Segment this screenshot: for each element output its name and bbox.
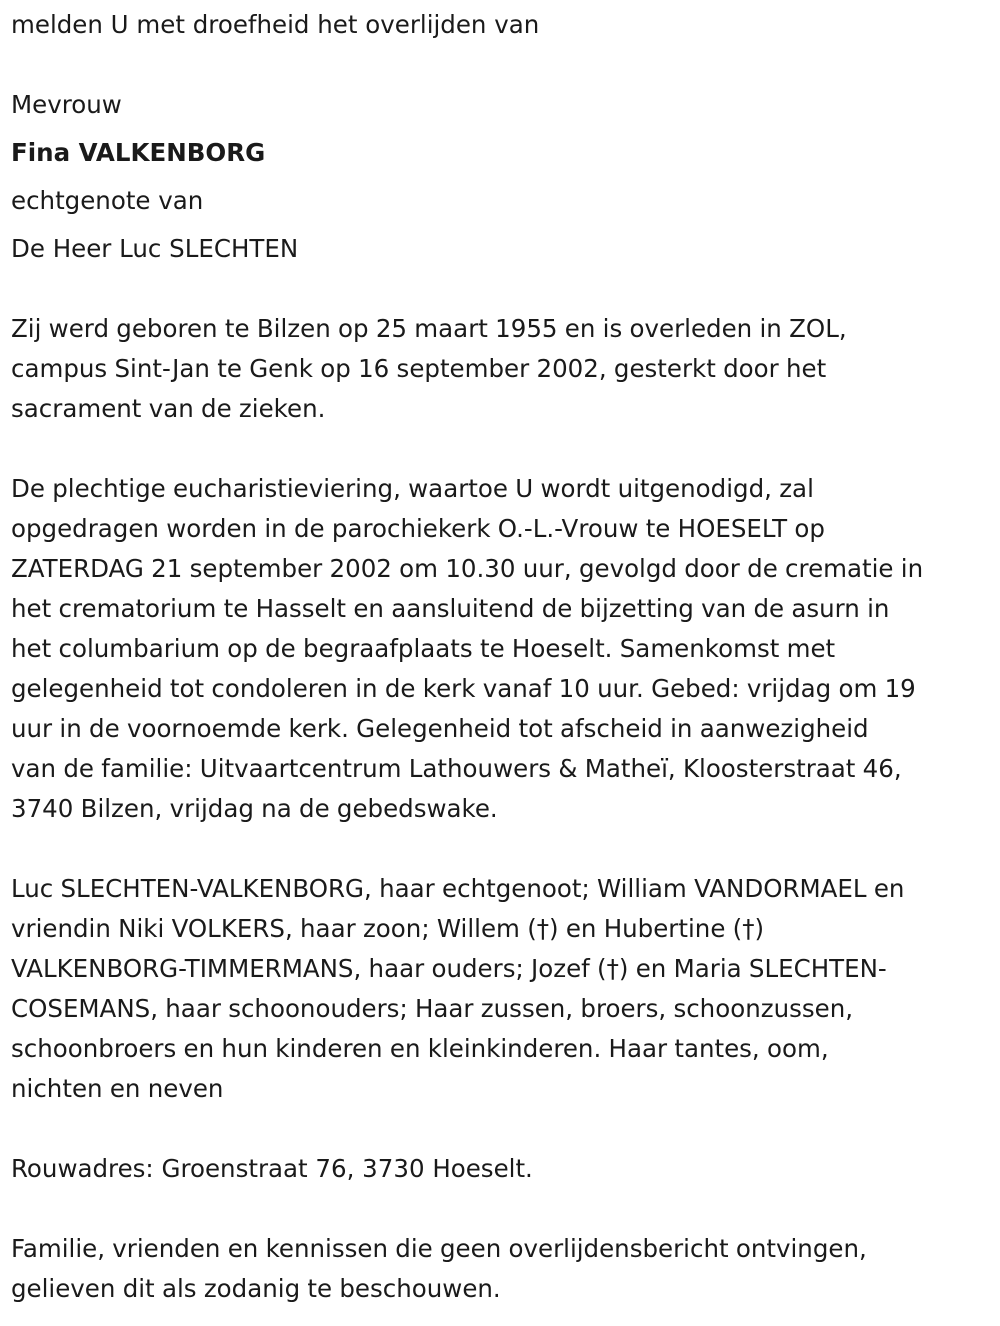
closing-line: gelieven dit als zodanig te beschouwen. [11, 1274, 501, 1303]
service-line: van de familie: Uitvaartcentrum Lathouwers & Matheï, Kloosterstraat 46, [11, 754, 902, 783]
service-line: het columbarium op de begraafplaats te Hoeselt. Samenkomst met [11, 634, 836, 663]
closing-line: Familie, vrienden en kennissen die geen overlijdensbericht ontvingen, [11, 1234, 867, 1263]
service-line: ZATERDAG 21 september 2002 om 10.30 uur, gevolgd door de crematie in [11, 554, 924, 583]
service-line: het crematorium te Hasselt en aansluitend de bijzetting van de asurn in [11, 594, 890, 623]
service-line: opgedragen worden in de parochiekerk O.-L.-Vrouw te HOESELT op [11, 514, 825, 543]
honorific-title: Mevrouw [11, 90, 122, 119]
family-line: nichten en neven [11, 1074, 224, 1103]
family-line: Luc SLECHTEN-VALKENBORG, haar echtgenoot; William VANDORMAEL en [11, 874, 905, 903]
service-paragraph [11, 469, 996, 829]
spouse-name: De Heer Luc SLECHTEN [11, 234, 299, 263]
birth-line: sacrament van de zieken. [11, 394, 326, 423]
service-line: gelegenheid tot condoleren in de kerk vanaf 10 uur. Gebed: vrijdag om 19 [11, 674, 916, 703]
closing-paragraph [11, 1229, 996, 1309]
birth-line: campus Sint-Jan te Genk op 16 september 2002, gesterkt door het [11, 354, 827, 383]
relation-text: echtgenote van [11, 186, 204, 215]
service-line: De plechtige eucharistieviering, waartoe U wordt uitgenodigd, zal [11, 474, 814, 503]
service-line: uur in de voornoemde kerk. Gelegenheid tot afscheid in aanwezigheid [11, 714, 869, 743]
family-paragraph [11, 869, 996, 1109]
family-line: VALKENBORG-TIMMERMANS, haar ouders; Jozef (†) en Maria SLECHTEN- [11, 954, 887, 983]
intro-text: melden U met droefheid het overlijden van [11, 10, 540, 39]
family-line: COSEMANS, haar schoonouders; Haar zussen, broers, schoonzussen, [11, 994, 854, 1023]
service-line: 3740 Bilzen, vrijdag na de gebedswake. [11, 794, 498, 823]
family-line: vriendin Niki VOLKERS, haar zoon; Willem (†) en Hubertine (†) [11, 914, 765, 943]
family-line: schoonbroers en hun kinderen en kleinkinderen. Haar tantes, oom, [11, 1034, 829, 1063]
birth-paragraph [11, 309, 996, 429]
mourning-address: Rouwadres: Groenstraat 76, 3730 Hoeselt. [11, 1154, 533, 1183]
deceased-name: Fina VALKENBORG [11, 138, 266, 167]
birth-line: Zij werd geboren te Bilzen op 25 maart 1955 en is overleden in ZOL, [11, 314, 847, 343]
